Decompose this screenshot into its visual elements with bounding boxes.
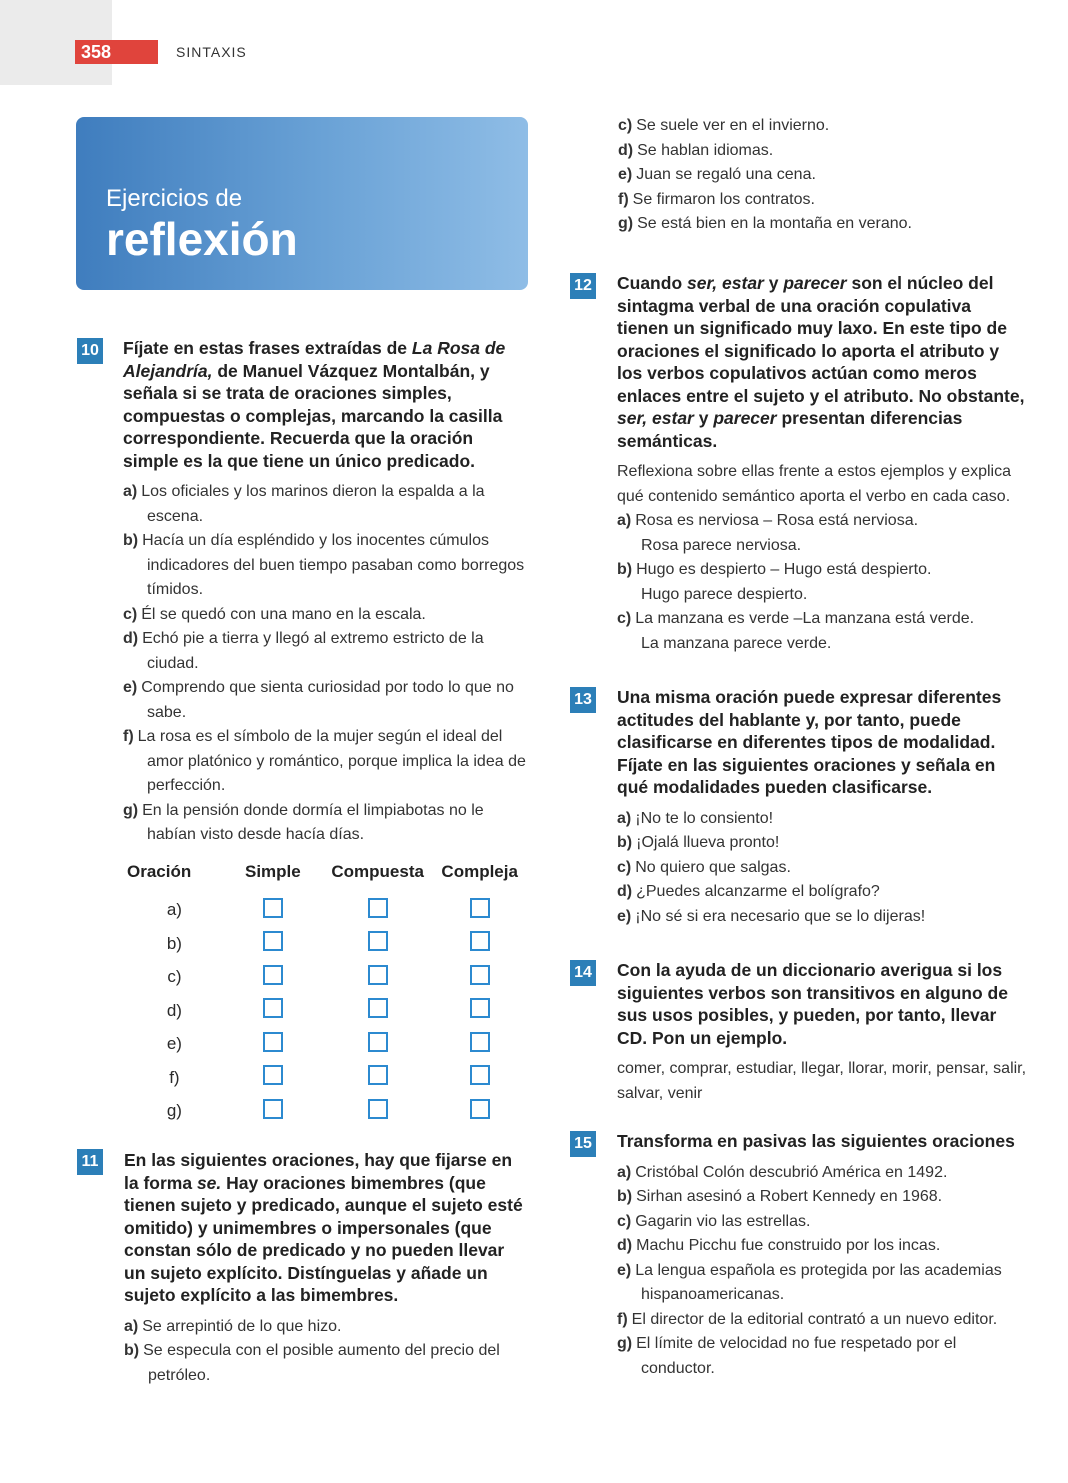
item-text: No quiero que salgas.	[635, 858, 791, 876]
list-item	[617, 880, 1027, 905]
checkbox-compleja[interactable]	[470, 1032, 490, 1052]
list-item	[123, 627, 528, 676]
cell-compuesta	[324, 994, 431, 1028]
row-label: f)	[169, 1067, 180, 1087]
exercise-15-question: Transforma en pasivas las siguientes oraciones	[617, 1131, 1015, 1151]
q-text: Fíjate en estas frases extraídas de	[123, 338, 412, 358]
item-text: ¿Puedes alcanzarme el bolígrafo?	[636, 883, 880, 900]
checkbox-compuesta[interactable]	[368, 898, 388, 918]
item-text: Comprendo que sienta curiosidad por todo lo que no sabe.	[141, 679, 514, 721]
table-row	[127, 927, 528, 961]
checkbox-compleja[interactable]	[470, 998, 490, 1018]
cell-simple	[222, 1095, 324, 1129]
item-text: La rosa es el símbolo de la mujer según el ideal del amor platónico y romántico, porque implica la idea de perfección.	[137, 728, 526, 794]
item-letter: a)	[617, 809, 632, 827]
row-label: g)	[166, 1101, 182, 1121]
q-text: de Manuel Vázquez Montalbán, y señala si se trata de oraciones simples, compuestas o complejas, marcando la casilla correspondiente. Recuerda que la oración simple es la que tiene un único predicado.	[123, 360, 503, 471]
cell-compuesta	[324, 894, 431, 928]
item-text: ¡No te lo consiento!	[635, 809, 774, 827]
exercise-11-items	[124, 1315, 529, 1389]
table-row	[127, 961, 528, 995]
list-item	[617, 1259, 1027, 1308]
table-row	[127, 1061, 528, 1095]
item-letter: c)	[617, 858, 632, 876]
exercise-12-instructions: Reflexiona sobre ellas frente a estos ejemplos y explica qué contenido semántico aporta el verbo en cada caso.	[617, 463, 1011, 505]
item-letter: a)	[123, 483, 138, 500]
item-text: Gagarin vio las estrellas.	[635, 1212, 811, 1230]
item-letter: a)	[617, 1163, 632, 1181]
list-item	[123, 676, 528, 725]
item-letter: b)	[124, 1342, 140, 1359]
cell-compuesta	[324, 927, 431, 961]
cell-compleja	[431, 1061, 528, 1095]
list-item	[123, 603, 528, 628]
classification-table	[127, 862, 528, 1129]
col-header-compleja: Compleja	[441, 861, 518, 881]
exercise-11-items-continued	[618, 114, 1028, 237]
q-text: presentan diferencias semánticas.	[617, 408, 963, 451]
row-label: d)	[166, 1000, 182, 1020]
checkbox-compuesta[interactable]	[368, 1065, 388, 1085]
list-item	[618, 139, 1028, 164]
item-example-2: Rosa parece nerviosa.	[641, 536, 802, 554]
item-text: Él se quedó con una mano en la escala.	[141, 605, 426, 623]
item-letter: b)	[617, 561, 633, 578]
item-letter: g)	[617, 1335, 633, 1352]
list-item	[617, 607, 1027, 656]
exercise-15	[617, 1130, 1027, 1381]
item-letter: a)	[124, 1317, 139, 1335]
item-letter: e)	[123, 679, 138, 696]
exercise-11	[124, 1149, 529, 1388]
list-item	[617, 807, 1027, 832]
checkbox-compleja[interactable]	[470, 965, 490, 985]
q-italic: parecer	[713, 408, 777, 428]
cell-compleja	[431, 1028, 528, 1062]
item-text: ¡No sé si era necesario que se lo dijeras!	[635, 907, 926, 925]
checkbox-simple[interactable]	[263, 965, 283, 985]
table-row	[127, 1095, 528, 1129]
item-text: Se arrepintió de lo que hizo.	[142, 1317, 342, 1335]
item-text: Echó pie a tierra y llegó al extremo estricto de la ciudad.	[142, 630, 484, 672]
item-letter: f)	[617, 1310, 628, 1328]
q-text: Cuando	[617, 273, 687, 293]
table-row	[127, 894, 528, 928]
row-label: a)	[166, 900, 182, 920]
section-title: SINTAXIS	[176, 44, 247, 60]
item-text: Sirhan asesinó a Robert Kennedy en 1968.	[636, 1188, 943, 1205]
q-text: y	[763, 273, 784, 293]
list-item	[618, 114, 1028, 139]
item-letter: d)	[617, 883, 633, 900]
item-example-1: Hugo es despierto – Hugo está despierto.	[636, 561, 932, 578]
cell-simple	[222, 1028, 324, 1062]
checkbox-simple[interactable]	[263, 998, 283, 1018]
q-italic: parecer	[783, 273, 847, 293]
cell-compleja	[431, 927, 528, 961]
exercise-14-question: Con la ayuda de un diccionario averigua si los siguientes verbos son transitivos en alguno de sus usos posibles, y pueden, por tanto, llevar CD. Pon un ejemplo.	[617, 960, 1008, 1048]
item-text: La lengua española es protegida por las academias hispanoamericanas.	[635, 1261, 1002, 1303]
exercise-number-12: 12	[570, 273, 596, 299]
cell-compuesta	[324, 1028, 431, 1062]
item-text: Machu Picchu fue construido por los incas.	[636, 1237, 941, 1254]
item-example-1: La manzana es verde –La manzana está verde.	[635, 610, 975, 627]
item-letter: e)	[617, 1261, 632, 1279]
item-letter: b)	[617, 1188, 633, 1205]
exercise-number-15: 15	[570, 1131, 596, 1157]
q-italic: ser, estar	[687, 273, 764, 293]
q-text: Hay oraciones bimembres (que tienen sujeto y predicado, aunque el sujeto esté omitido) y unimembres o impersonales (que constan sólo de predicado y no pueden llevar un sujeto explícito. Distínguelas y añade un sujeto explícito a las bimembres.	[124, 1172, 523, 1305]
list-item	[617, 856, 1027, 881]
list-item	[617, 1185, 1027, 1210]
exercise-13-question: Una misma oración puede expresar diferentes actitudes del hablante y, por tanto, puede clasificarse en diferentes tipos de modalidad. Fíjate en las siguientes oraciones y señala en qué modalidades pueden clasificarse.	[617, 687, 1002, 797]
checkbox-compuesta[interactable]	[368, 998, 388, 1018]
checkbox-compleja[interactable]	[470, 898, 490, 918]
exercise-number-14: 14	[570, 960, 596, 986]
col-header-compuesta: Compuesta	[331, 861, 424, 881]
item-letter: f)	[618, 190, 629, 208]
exercise-11-question	[124, 1149, 529, 1307]
cell-simple	[222, 894, 324, 928]
checkbox-compuesta[interactable]	[368, 1032, 388, 1052]
exercise-number-10: 10	[77, 338, 103, 364]
exercise-10-question	[123, 337, 528, 472]
exercise-10	[123, 337, 528, 1128]
list-item	[617, 558, 1027, 607]
item-example-2: Hugo parece despierto.	[641, 585, 808, 603]
checkbox-simple[interactable]	[263, 1032, 283, 1052]
list-item	[617, 1161, 1027, 1186]
exercise-12-items	[617, 509, 1027, 656]
q-se: se.	[196, 1172, 222, 1193]
item-letter: c)	[617, 610, 632, 627]
cell-compleja	[431, 1095, 528, 1129]
cell-compleja	[431, 961, 528, 995]
checkbox-simple[interactable]	[263, 931, 283, 951]
checkbox-compuesta[interactable]	[368, 931, 388, 951]
checkbox-compuesta[interactable]	[368, 1099, 388, 1119]
item-letter: g)	[123, 801, 139, 819]
item-letter: c)	[123, 605, 138, 623]
item-text: En la pensión donde dormía el limpiabotas no le habían visto desde hacía días.	[142, 801, 484, 843]
item-text: Hacía un día espléndido y los inocentes cúmulos indicadores del buen tiempo pasaban como borregos tímidos.	[142, 532, 525, 598]
item-text: El director de la editorial contrató a un nuevo editor.	[631, 1310, 998, 1328]
item-letter: c)	[618, 117, 633, 134]
exercise-10-items	[123, 480, 528, 848]
exercise-14	[617, 959, 1027, 1106]
item-letter: f)	[123, 728, 134, 745]
item-letter: g)	[618, 215, 634, 232]
list-item	[123, 725, 528, 799]
row-label: c)	[167, 967, 182, 987]
col-header-simple: Simple	[244, 861, 301, 881]
item-text: Se firmaron los contratos.	[632, 190, 815, 208]
exercise-13	[617, 686, 1027, 929]
exercise-11-continued	[618, 114, 1028, 237]
cell-compuesta	[324, 1061, 431, 1095]
list-item	[123, 480, 528, 529]
item-text: Se está bien en la montaña en verano.	[637, 215, 912, 232]
table-row	[127, 994, 528, 1028]
item-letter: b)	[617, 834, 633, 851]
item-letter: b)	[123, 532, 139, 549]
list-item	[618, 163, 1028, 188]
item-text: ¡Ojalá llueva pronto!	[636, 834, 780, 851]
q-text: y	[693, 408, 714, 428]
list-item	[617, 1308, 1027, 1333]
checkbox-simple[interactable]	[263, 898, 283, 918]
checkbox-simple[interactable]	[263, 1065, 283, 1085]
exercise-number-13: 13	[570, 687, 596, 713]
q-text: En las siguientes oraciones, hay que fijarse en la forma	[124, 1150, 513, 1193]
item-letter: e)	[617, 907, 632, 925]
list-item	[124, 1339, 529, 1388]
item-text: Juan se regaló una cena.	[636, 166, 816, 183]
banner-line2: reflexión	[106, 213, 298, 265]
list-item	[617, 905, 1027, 930]
exercise-13-items	[617, 807, 1027, 930]
cell-compuesta	[324, 1095, 431, 1129]
cell-simple	[222, 927, 324, 961]
list-item	[617, 831, 1027, 856]
checkbox-simple[interactable]	[263, 1099, 283, 1119]
checkbox-compleja[interactable]	[470, 931, 490, 951]
list-item	[617, 1332, 1027, 1381]
cell-compleja	[431, 994, 528, 1028]
row-label: e)	[166, 1034, 182, 1054]
exercise-14-verbs: comer, comprar, estudiar, llegar, llorar, morir, pensar, salir, salvar, venir	[617, 1060, 1027, 1102]
cell-simple	[222, 961, 324, 995]
banner-line1: Ejercicios de	[106, 185, 243, 212]
item-text: Se especula con el posible aumento del precio del petróleo.	[143, 1342, 500, 1384]
q-text: son el núcleo del sintagma verbal de una oración copulativa tienen un significado muy laxo. En este tipo de oraciones el significado lo aporta el atributo y los verbos copulativos actúan como meros enlaces entre el sujeto y el atributo. No obstante,	[617, 273, 1025, 406]
list-item	[123, 529, 528, 603]
list-item	[618, 212, 1028, 237]
list-item	[618, 188, 1028, 213]
row-label: b)	[166, 933, 182, 953]
col-header-oracion: Oración	[127, 861, 192, 881]
list-item	[617, 1234, 1027, 1259]
item-example-1: Rosa es nerviosa – Rosa está nerviosa.	[635, 512, 919, 529]
item-letter: d)	[123, 630, 139, 647]
checkbox-compuesta[interactable]	[368, 965, 388, 985]
exercise-number-11: 11	[77, 1149, 103, 1175]
exercise-12	[617, 272, 1027, 656]
table-row	[127, 1028, 528, 1062]
item-example-2: La manzana parece verde.	[641, 634, 832, 652]
item-text: Los oficiales y los marinos dieron la espalda a la escena.	[141, 483, 485, 525]
list-item	[124, 1315, 529, 1340]
cell-simple	[222, 994, 324, 1028]
list-item	[617, 509, 1027, 558]
cell-compleja	[431, 894, 528, 928]
item-letter: d)	[618, 141, 634, 159]
page-number: 358	[75, 40, 158, 64]
item-text: Se hablan idiomas.	[637, 141, 774, 159]
q-book-title: La Rosa de Alejandría,	[123, 338, 506, 381]
cell-simple	[222, 1061, 324, 1095]
item-letter: c)	[617, 1212, 632, 1230]
checkbox-compleja[interactable]	[470, 1099, 490, 1119]
item-text: El límite de velocidad no fue respetado por el conductor.	[636, 1335, 957, 1377]
list-item	[123, 799, 528, 848]
cell-compuesta	[324, 961, 431, 995]
exercise-banner	[76, 117, 528, 290]
list-item	[617, 1210, 1027, 1235]
item-letter: a)	[617, 512, 632, 529]
item-letter: e)	[618, 166, 633, 183]
q-italic: ser, estar	[617, 408, 694, 428]
item-text: Cristóbal Colón descubrió América en 1492.	[635, 1163, 948, 1181]
checkbox-compleja[interactable]	[470, 1065, 490, 1085]
item-text: Se suele ver en el invierno.	[636, 117, 830, 134]
item-letter: d)	[617, 1237, 633, 1254]
exercise-12-question	[617, 272, 1027, 452]
exercise-15-items	[617, 1161, 1027, 1382]
